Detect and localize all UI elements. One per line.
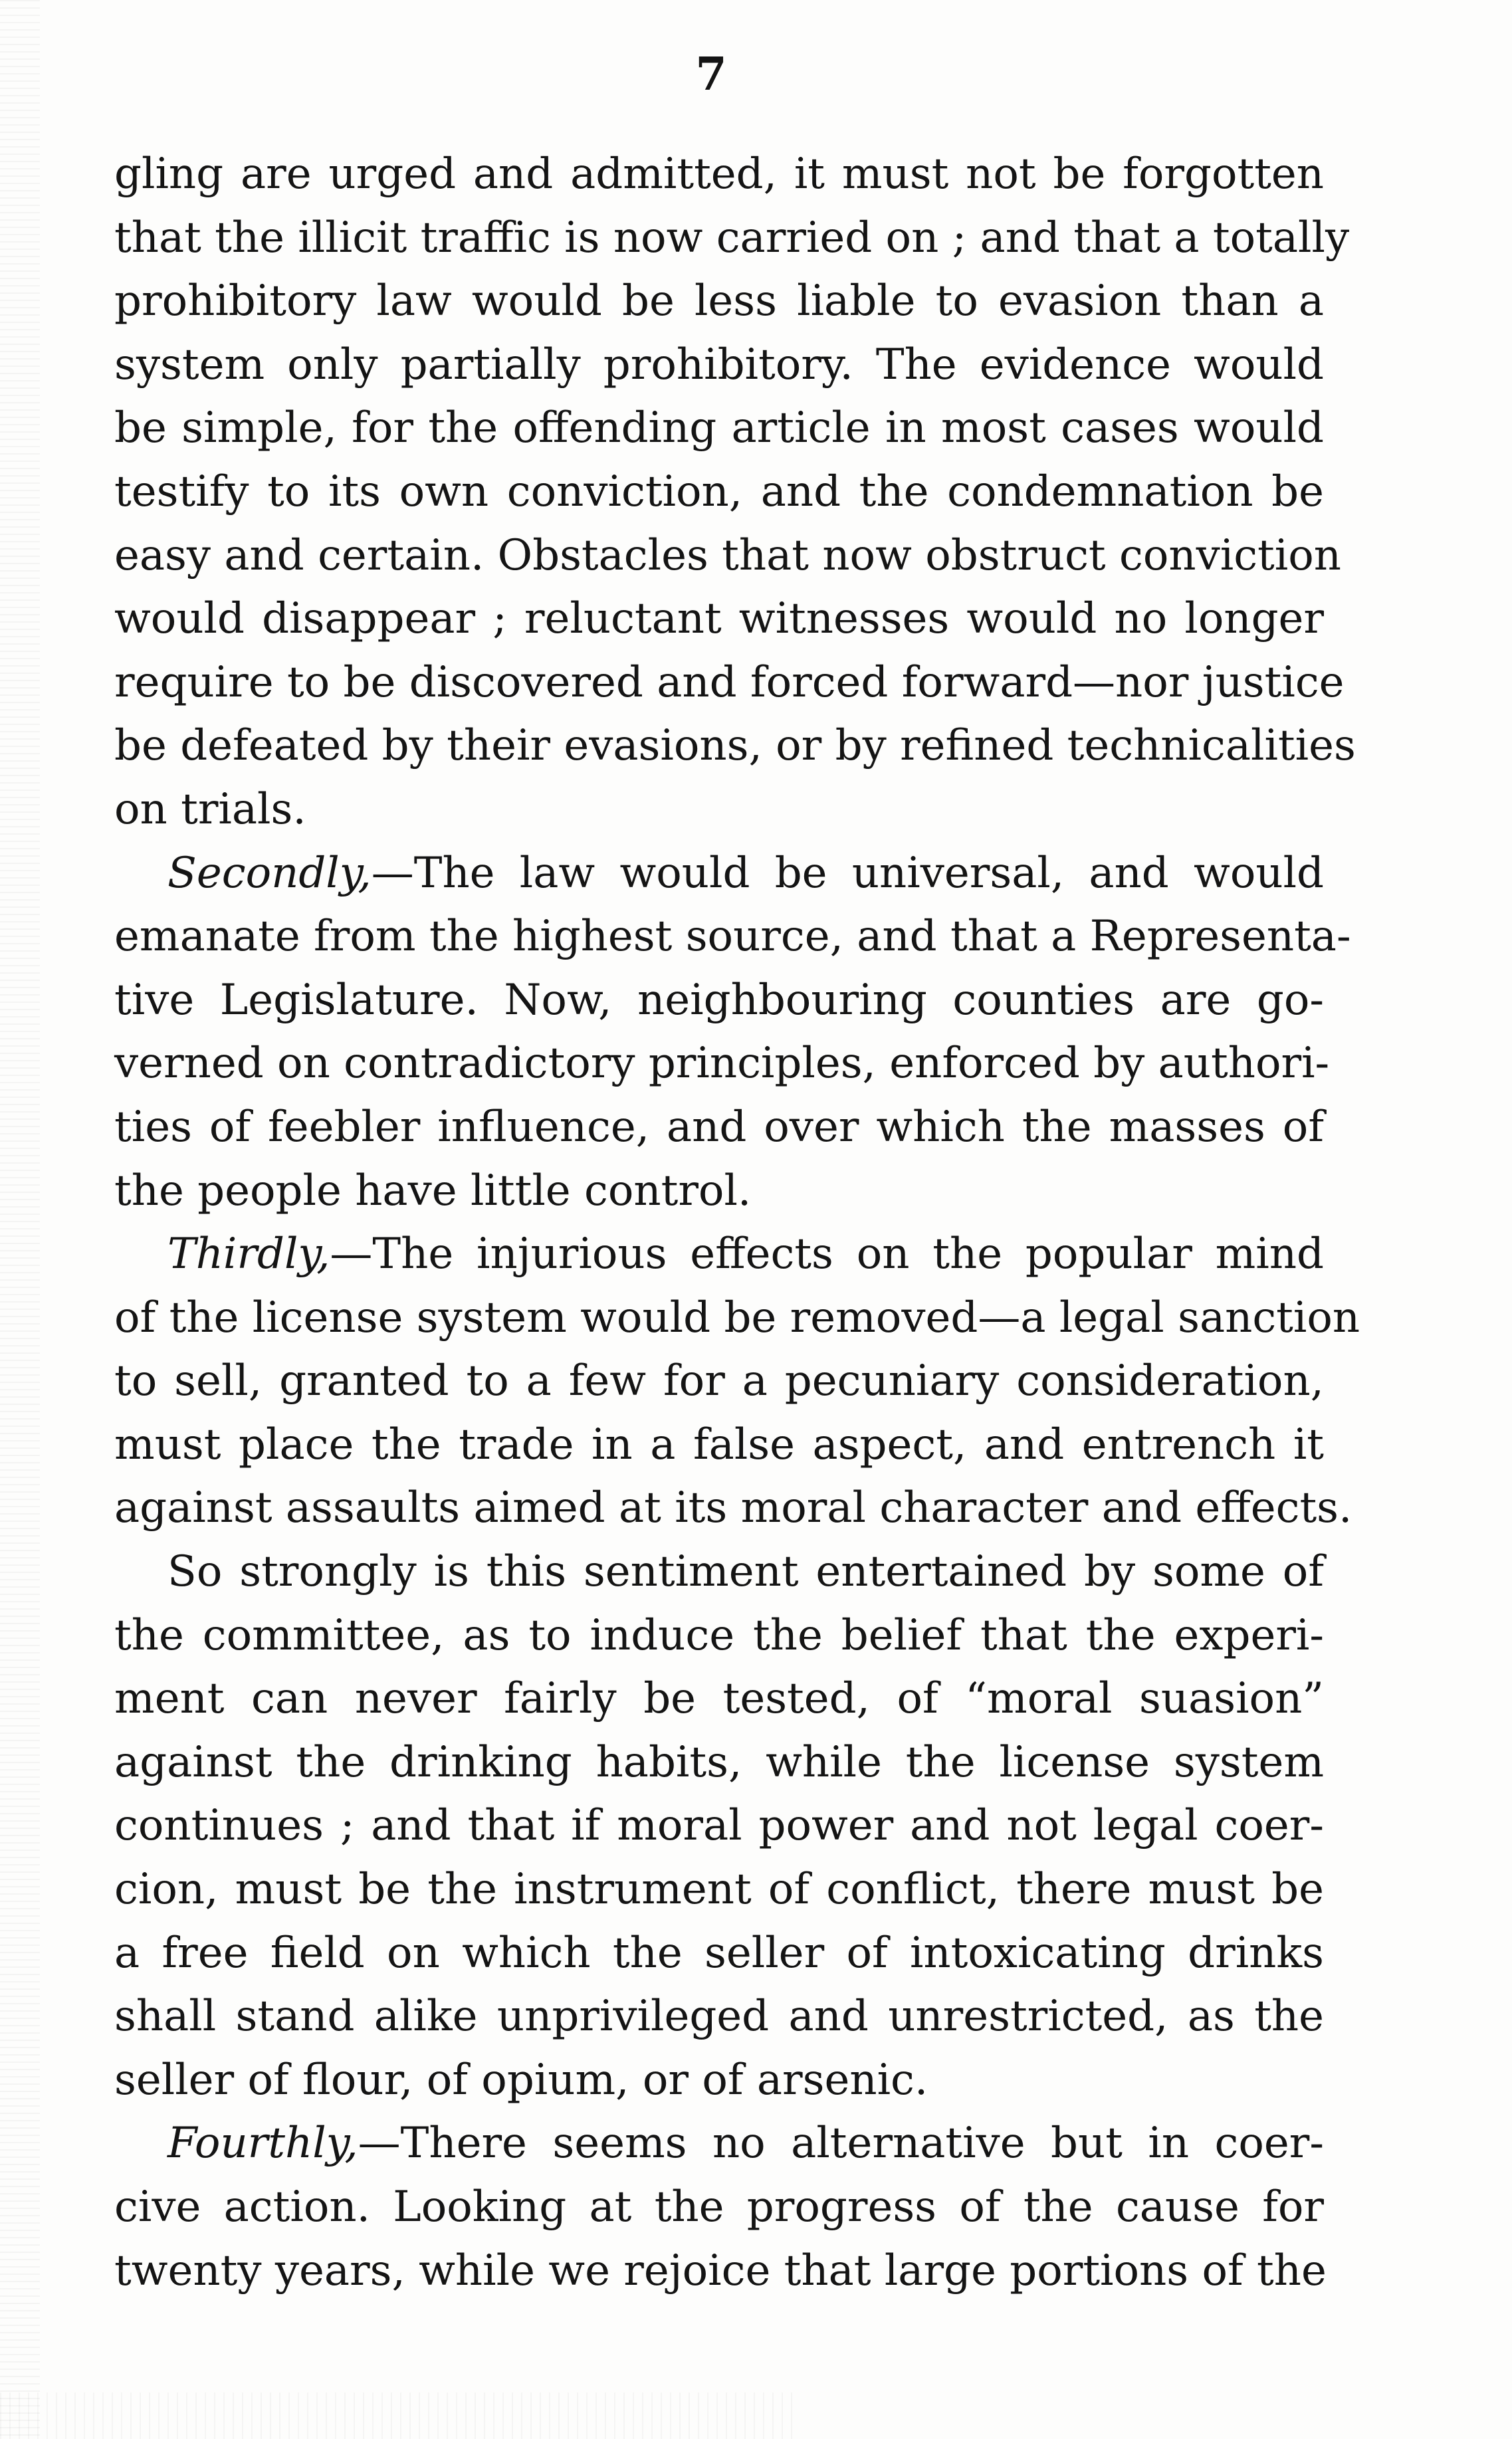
- paragraph-first-line: [114, 842, 1324, 906]
- page-number: 7: [695, 48, 727, 101]
- text-line: that the illicit traffic is now carried on ; and that a totally: [114, 213, 1350, 263]
- text-line: must place the trade in a false aspect, and entrench it: [114, 1420, 1324, 1469]
- text-line: cive action. Looking at the progress of the cause for: [114, 2182, 1324, 2232]
- text-line: prohibitory law would be less liable to evasion than a: [114, 276, 1324, 326]
- text-line: easy and certain. Obstacles that now obstruct conviction: [114, 530, 1341, 580]
- text-line: tive Legislature. Now, neighbouring counties are go-: [114, 975, 1324, 1025]
- text-line: shall stand alike unprivileged and unrestricted, as the: [114, 1992, 1324, 2042]
- paragraph-lead: Thirdly,: [167, 1229, 330, 1279]
- text-line: twenty years, while we rejoice that large portions of the: [114, 2246, 1327, 2295]
- paragraph-first-line: [114, 2112, 1324, 2176]
- text-line: emanate from the highest source, and that a Representa-: [114, 912, 1351, 962]
- text-line: on trials.: [114, 784, 306, 834]
- text-line: would disappear ; reluctant witnesses would no longer: [114, 594, 1324, 644]
- text-line: So strongly is this sentiment entertained by some of: [167, 1547, 1324, 1597]
- text-line: the people have little control.: [114, 1166, 752, 1216]
- text-line: be simple, for the offending article in most cases would: [114, 403, 1324, 453]
- paragraph-lead: Fourthly,: [167, 2119, 358, 2169]
- text-line: ment can never fairly be tested, of “moral suasion”: [114, 1674, 1324, 1724]
- text-run: —There seems no alternative but in coer-: [358, 2119, 1324, 2169]
- text-line: gling are urged and admitted, it must not be forgotten: [114, 150, 1324, 199]
- text-line: of the license system would be removed—a legal sanction: [114, 1293, 1360, 1342]
- text-line: the committee, as to induce the belief that the experi-: [114, 1610, 1324, 1660]
- text-line: seller of flour, of opium, or of arsenic.: [114, 2055, 928, 2105]
- paragraph-lead: Secondly,: [167, 848, 372, 898]
- text-line: a free field on which the seller of intoxicating drinks: [114, 1928, 1324, 1978]
- bottom-margin-speckle: [0, 2392, 798, 2439]
- text-run: —The law would be universal, and would: [371, 848, 1324, 898]
- text-line: against the drinking habits, while the license system: [114, 1737, 1324, 1787]
- text-line: cion, must be the instrument of conflict, there must be: [114, 1865, 1324, 1915]
- left-margin-speckle: [0, 0, 40, 2439]
- text-line: against assaults aimed at its moral character and effects.: [114, 1483, 1352, 1533]
- text-line: verned on contradictory principles, enforced by authori-: [114, 1039, 1330, 1089]
- text-line: ties of feebler influence, and over which the masses of: [114, 1102, 1324, 1152]
- paragraph-first-line: [114, 1223, 1324, 1287]
- body-text: [114, 143, 1360, 2303]
- text-line: testify to its own conviction, and the condemnation be: [114, 467, 1324, 516]
- text-run: —The injurious effects on the popular mind: [330, 1229, 1324, 1279]
- text-line: system only partially prohibitory. The evidence would: [114, 340, 1324, 389]
- text-line: continues ; and that if moral power and not legal coer-: [114, 1801, 1324, 1851]
- text-line: be defeated by their evasions, or by refined technicalities: [114, 721, 1356, 771]
- text-line: to sell, granted to a few for a pecuniary consideration,: [114, 1356, 1324, 1406]
- text-line: require to be discovered and forced forward—nor justice: [114, 657, 1345, 707]
